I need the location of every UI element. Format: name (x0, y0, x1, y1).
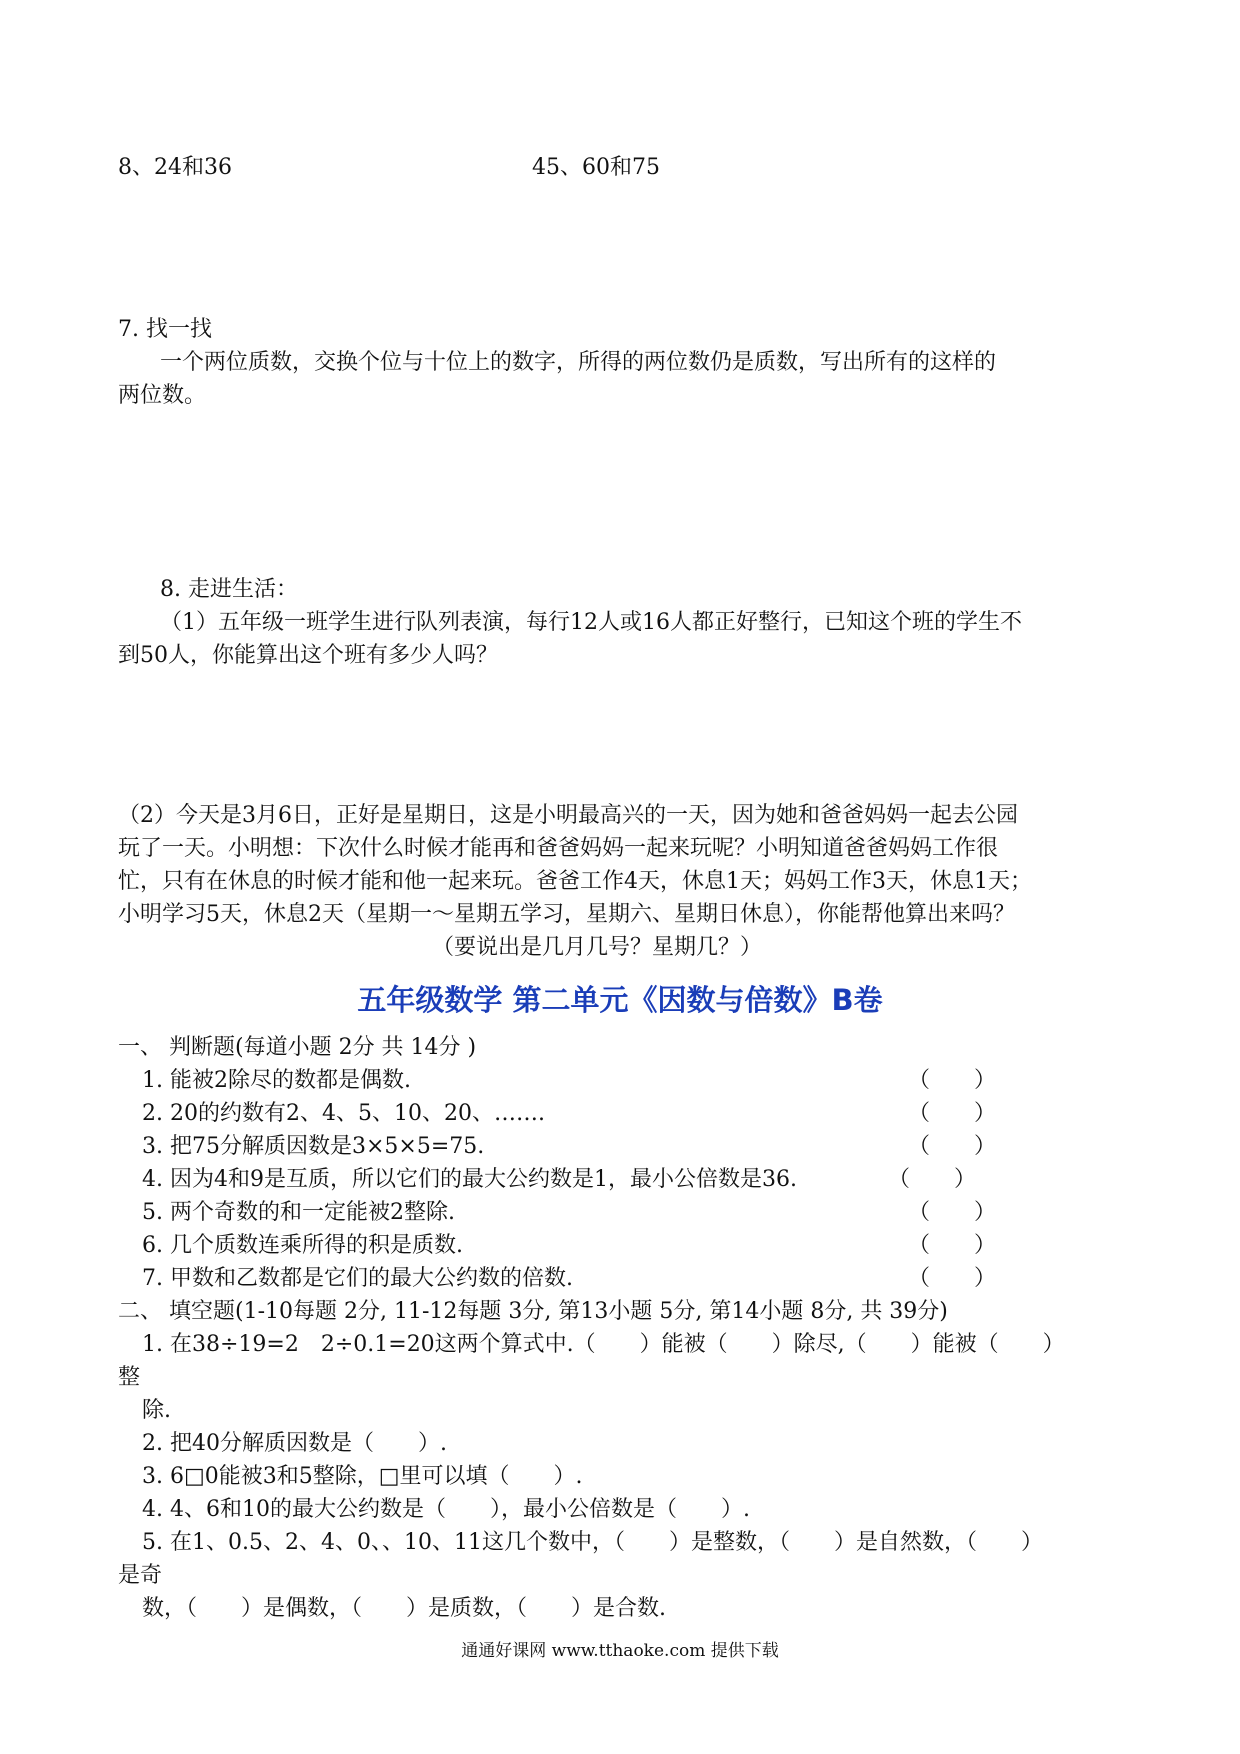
tf-answer-6[interactable]: （ ） (908, 1233, 997, 1258)
footer-credit: 通通好课网 www.tthaoke.com 提供下载 (461, 1641, 779, 1661)
section1-heading: 一、 判断题(每道小题 2分 共 14分 ) (118, 1035, 477, 1060)
q8-p2-line3: 忙，只有在休息的时候才能和他一起来玩。爸爸工作4天，休息1天；妈妈工作3天，休息1天； (118, 869, 1032, 894)
q6-item-8: 8、24和36 (118, 155, 232, 180)
q8-p2-line4: 小明学习5天，休息2天（星期一～星期五学习，星期六、星期日休息），你能帮他算出来吗？ (118, 902, 1015, 927)
fill-q5-line2: 是奇 (118, 1563, 163, 1588)
q7-text-line2: 两位数。 (118, 383, 207, 408)
q8-p1-line1: （1）五年级一班学生进行队列表演，每行12人或16人都正好整行，已知这个班的学生不 (160, 610, 1022, 635)
tf-item-3: 3. 把75分解质因数是3×5×5=75. (142, 1134, 485, 1159)
tf-answer-1[interactable]: （ ） (908, 1068, 997, 1093)
q7-heading: 7. 找一找 (118, 317, 212, 342)
tf-item-5: 5. 两个奇数的和一定能被2整除. (142, 1200, 455, 1225)
tf-answer-7[interactable]: （ ） (908, 1266, 997, 1291)
fill-q5-line1: 5. 在1、0.5、2、4、0、、10、11这几个数中，（ ）是整数，（ ）是自然数，（ ） (142, 1530, 1043, 1555)
tf-item-7: 7. 甲数和乙数都是它们的最大公约数的倍数. (142, 1266, 573, 1291)
section2-heading: 二、 填空题(1-10每题 2分, 11-12每题 3分, 第13小题 5分, 第14小题 8分, 共 39分) (118, 1299, 948, 1324)
tf-item-6: 6. 几个质数连乘所得的积是质数. (142, 1233, 463, 1258)
q8-p2-line1: （2）今天是3月6日，正好是星期日，这是小明最高兴的一天，因为她和爸爸妈妈一起去公园 (118, 803, 1018, 828)
fill-q3: 3. 6□0能被3和5整除，□里可以填（ ）. (142, 1464, 583, 1489)
q7-text-line1: 一个两位质数，交换个位与十位上的数字，所得的两位数仍是质数，写出所有的这样的 (160, 350, 997, 375)
fill-q2: 2. 把40分解质因数是（ ）. (142, 1431, 447, 1456)
q8-p2-line2: 玩了一天。小明想：下次什么时候才能再和爸爸妈妈一起来玩呢？小明知道爸爸妈妈工作很 (118, 836, 999, 861)
tf-answer-2[interactable]: （ ） (908, 1101, 997, 1126)
tf-answer-3[interactable]: （ ） (908, 1134, 997, 1159)
fill-q4: 4. 4、6和10的最大公约数是（ ），最小公倍数是（ ）. (142, 1497, 750, 1522)
tf-item-2: 2. 20的约数有2、4、5、10、20、……. (142, 1101, 545, 1126)
q8-heading: 8. 走进生活： (160, 577, 298, 602)
q6-item-right: 45、60和75 (532, 155, 660, 180)
tf-answer-5[interactable]: （ ） (908, 1200, 997, 1225)
worksheet-title: 五年级数学 第二单元《因数与倍数》B卷 (357, 983, 883, 1017)
fill-q1-line3: 除. (142, 1398, 171, 1423)
fill-q5-line3: 数，（ ）是偶数，（ ）是质数，（ ）是合数. (142, 1596, 666, 1621)
fill-q1-line2: 整 (118, 1365, 141, 1390)
q8-p1-line2: 到50人，你能算出这个班有多少人吗？ (118, 643, 498, 668)
q8-p2-line5: （要说出是几月几号？星期几？） (432, 935, 763, 960)
tf-answer-4[interactable]: （ ） (888, 1167, 977, 1192)
tf-item-4: 4. 因为4和9是互质，所以它们的最大公约数是1，最小公倍数是36. (142, 1167, 797, 1192)
tf-item-1: 1. 能被2除尽的数都是偶数. (142, 1068, 411, 1093)
fill-q1-line1: 1. 在38÷19=2 2÷0.1=20这两个算式中.（ ）能被（ ）除尽,（ ）能被（ ） (142, 1332, 1065, 1357)
